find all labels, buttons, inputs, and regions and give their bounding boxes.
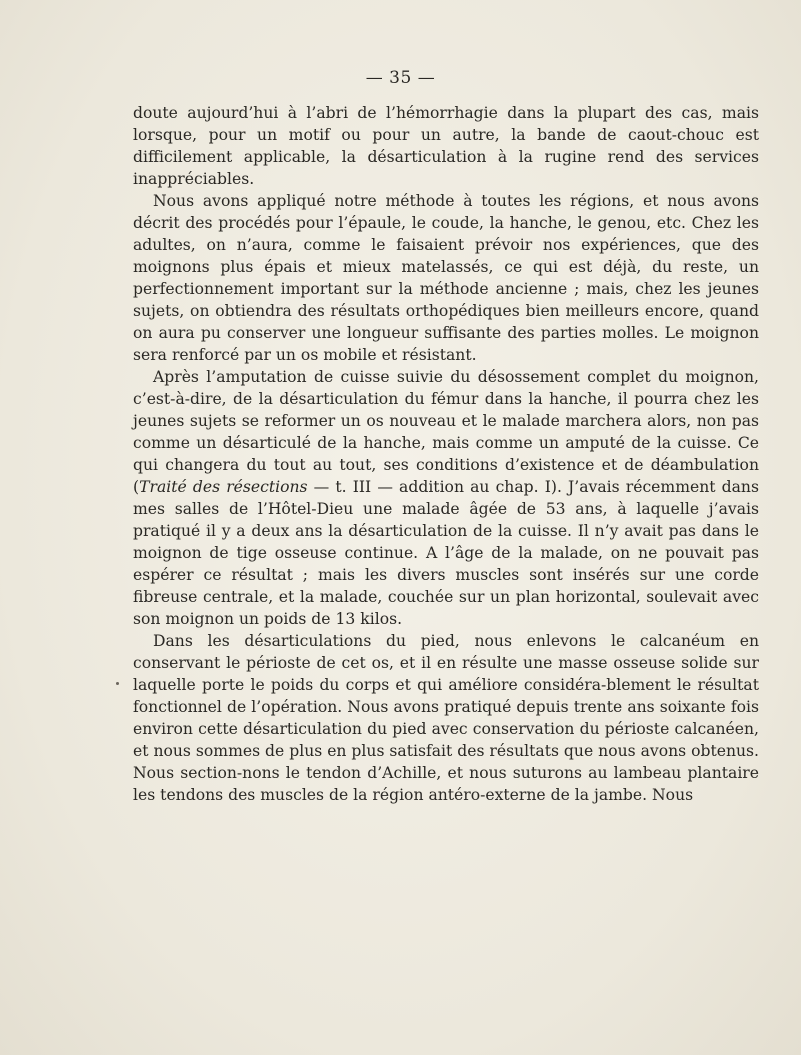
paragraph	[133, 366, 759, 630]
page-number: — 35 —	[365, 68, 436, 88]
margin-speck	[116, 682, 119, 685]
italic-title: Traité des résections	[139, 478, 308, 496]
text-segment: Nous avons appliqué notre méthode à toutes les régions, et nous avons décrit des procédés pour l’épaule, le coude, la hanche, le genou, etc. Chez les adultes, on n’aura, comme le faisaient prévoir nos expériences, que des moignons plus épais et mieux matelassés, ce qui est déjà, du reste, un perfectionnement important sur la méthode ancienne ; mais, chez les jeunes sujets, on obtiendra des résultats orthopédiques bien meilleurs encore, quand on aura pu conserver une longueur suffisante des parties molles. Le moignon sera renforcé par un os mobile et résistant.	[133, 192, 759, 364]
text-segment: Dans les désarticulations du pied, nous enlevons le calcanéum en conservant le périoste de cet os, et il en résulte une masse osseuse solide sur laquelle porte le poids du corps et qui améliore considéra-blement le résultat fonctionnel de l’opération. Nous avons pratiqué depuis trente ans soixante fois environ cette désarticulation du pied avec conservation du périoste calcanéen, et nous sommes de plus en plus satisfait des résultats que nous avons obtenus. Nous section-nons le tendon d’Achille, et nous suturons au lambeau plantaire les tendons des muscles de la région antéro-externe de la jambe. Nous	[133, 632, 759, 804]
text-segment: Après l’amputation de cuisse suivie du désossement complet du moignon, c’est-à-dire, de la désarticulation du fémur dans la hanche, il pourra chez les jeunes sujets se reformer un os nouveau et le malade marchera alors, non pas comme un désarticulé de la hanche, mais comme un amputé de la cuisse. Ce qui changera du tout au tout, ses conditions d’existence et de déambulation (	[133, 368, 759, 496]
paragraph	[133, 630, 759, 806]
paragraph	[133, 190, 759, 366]
body-text	[133, 102, 759, 806]
text-segment: doute aujourd’hui à l’abri de l’hémorrhagie dans la plupart des cas, mais lorsque, pour un motif ou pour un autre, la bande de caout-chouc est difficilement applicable, la désarticulation à la rugine rend des services inappréciables.	[133, 104, 759, 188]
text-segment: — t. III — addition au chap. I). J’avais récemment dans mes salles de l’Hôtel-Dieu une malade âgée de 53 ans, à laquelle j’avais pratiqué il y a deux ans la désarticulation de la cuisse. Il n’y avait pas dans le moignon de tige osseuse continue. A l’âge de la malade, on ne pouvait pas espérer ce résultat ; mais les divers muscles sont insérés sur une corde fibreuse centrale, et la malade, couchée sur un plan horizontal, soulevait avec son moignon un poids de 13 kilos.	[133, 478, 759, 628]
paragraph	[133, 102, 759, 190]
